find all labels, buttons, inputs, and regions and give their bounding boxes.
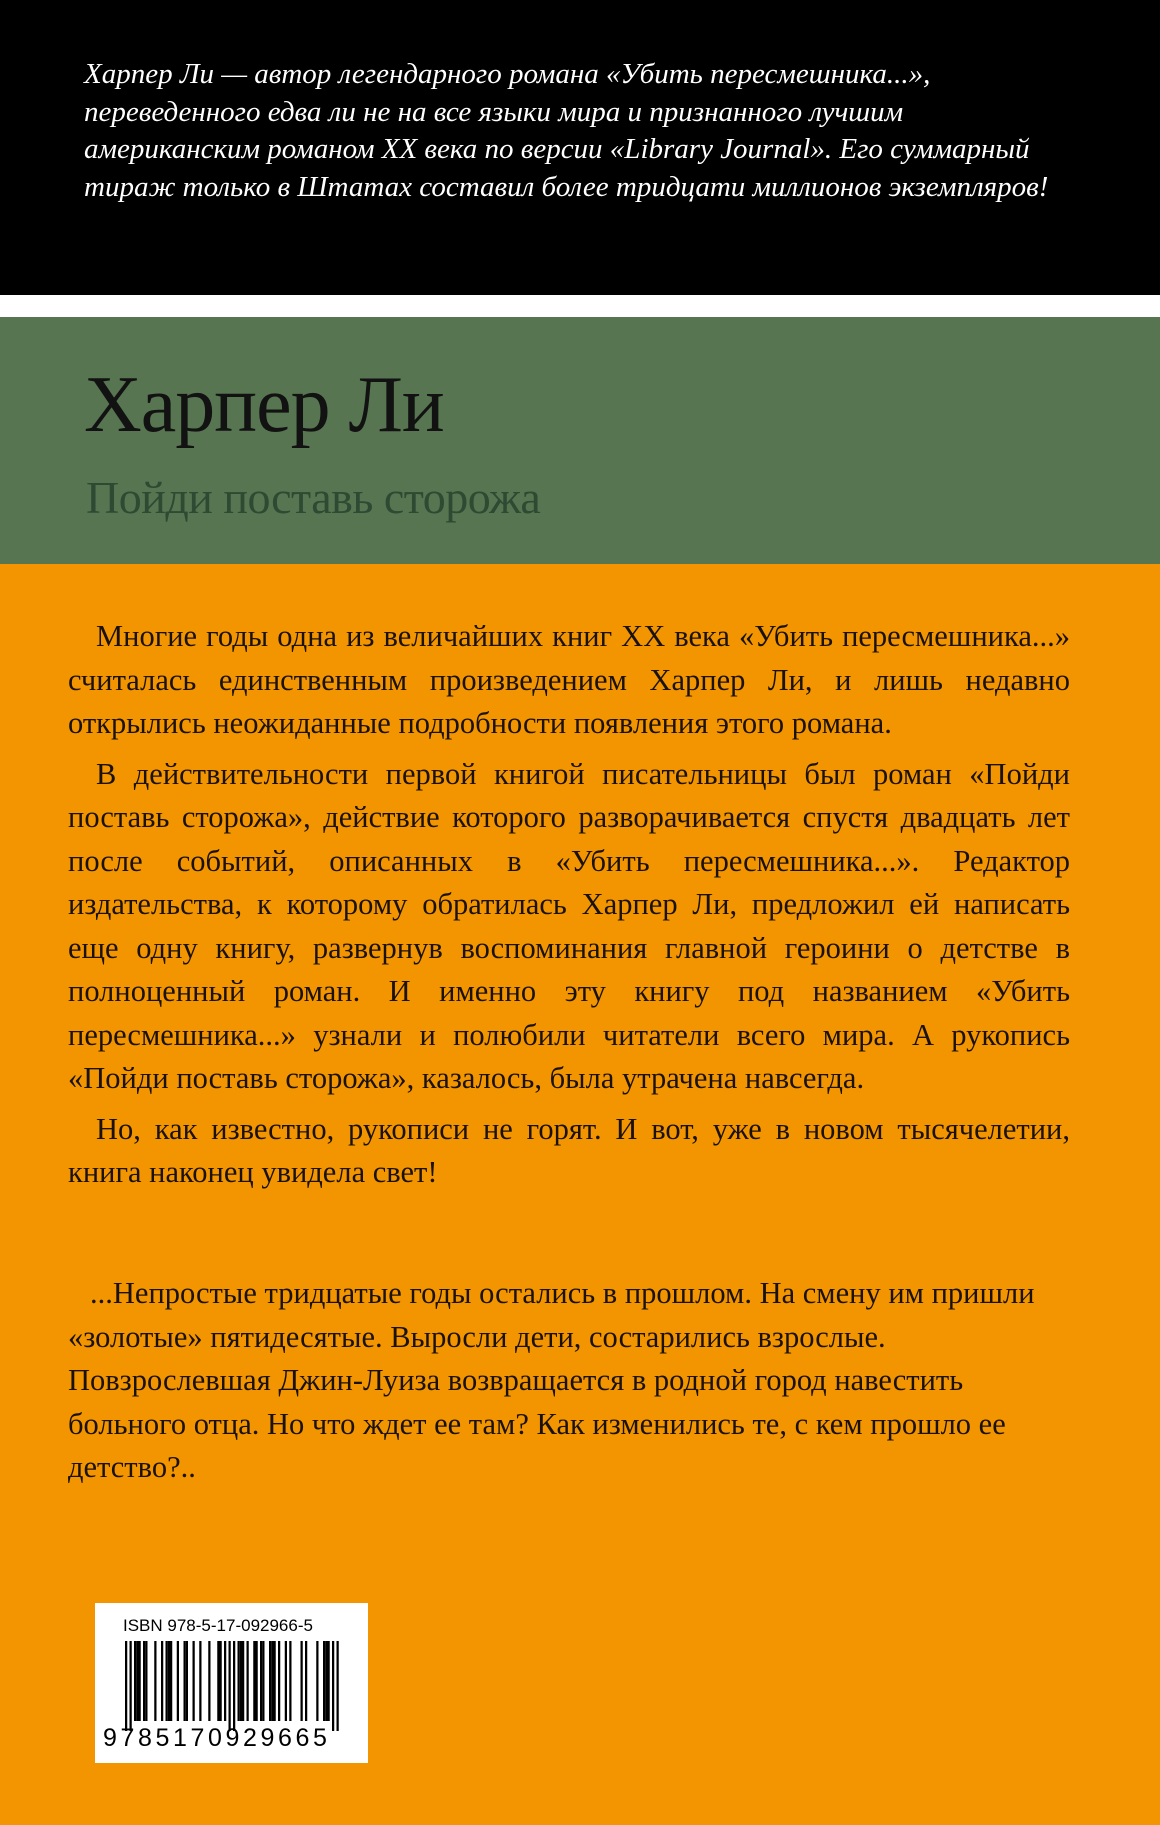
barcode-bar [217,1641,219,1721]
barcode-bar [143,1641,145,1721]
barcode-bar [208,1641,210,1721]
barcode-bar [325,1641,327,1721]
barcode-bar [145,1641,147,1721]
barcode-bar [125,1641,127,1731]
barcode-bar [177,1641,179,1721]
barcode-bar [316,1641,318,1721]
barcode-bar [274,1641,276,1721]
barcode-bar [328,1641,330,1721]
barcode-bar [253,1641,255,1721]
barcode-bar [220,1641,222,1721]
barcode-bar [224,1641,226,1721]
top-quote-band [0,0,1160,295]
barcode-bar [278,1641,280,1721]
barcode-bar [269,1641,271,1721]
barcode-bar [242,1641,244,1721]
barcode-bar [229,1641,231,1731]
barcode-bar [186,1641,188,1721]
isbn-barcode-box [95,1603,368,1763]
blurb-paragraph: В действительности первой книгой писательницы был роман «Пойди поставь сторожа», действие которого разворачивается спустя двадцать лет после событий, описанных в «Убить пересмешника...». Редактор издательства, к которому обратилась Харпер Ли, предложил ей написать еще одну книгу, развернув воспоминания главной героини о детстве в полноценный роман. И именно эту книгу под названием «Убить пересмешника...» узнали и полюбили читатели всего мира. А рукопись «Пойди поставь сторожа», казалось, была утрачена навсегда. [68,756,1070,1095]
barcode-bar [305,1641,307,1721]
book-title: Пойди поставь сторожа [86,472,541,523]
barcode-bar [154,1641,156,1721]
author-name: Харпер Ли [84,361,444,449]
barcode-bar [301,1641,303,1721]
teaser-text: ...Непростые тридцатые годы остались в прошлом. На смену им пришли «золотые» пятидесятые. Выросли дети, состарились взрослые. Повзрослевшая Джин-Луиза возвращается в родной город навестить больного отца. Но что ждет ее там? Как изменились те, с кем прошло ее детство?.. [68,1276,1035,1484]
barcode-bar [337,1641,339,1731]
blurb-text [68,615,1070,1202]
isbn-label: ISBN 978-5-17-092966-5 [123,1616,313,1635]
barcode-bar [323,1641,325,1721]
blurb-paragraph: Многие годы одна из величайших книг XX века «Убить пересмешника...» считалась единственным произведением Харпер Ли, и лишь недавно открылись неожиданные подробности появления этого романа. [68,619,1070,740]
author-intro-quote: Харпер Ли — автор легендарного романа «Убить пересмешника...», переведенного едва ли не на все языки мира и признанного лучшим американским романом XX века по версии «Library Journal». Его суммарный тираж только в Штатах составил более тридцати миллионов экземпляров! [84,58,1049,203]
barcode-bar [136,1641,138,1721]
barcode-bar [166,1641,168,1721]
barcode-digits: 9785170929665 [103,1724,331,1752]
blurb-paragraph: Но, как известно, рукописи не горят. И вот, уже в новом тысячелетии, книга наконец увидела свет! [68,1111,1070,1189]
barcode-bar [238,1641,240,1721]
barcode-bar [256,1641,258,1721]
barcode-bar [168,1641,170,1721]
barcode-bar [130,1641,132,1731]
barcode-bar [289,1641,291,1721]
barcode-bar [240,1641,242,1721]
barcode-bar [260,1641,262,1721]
barcode-bar [262,1641,264,1721]
barcode-bar [193,1641,195,1721]
barcode-bar [139,1641,141,1721]
barcode-bar [134,1641,136,1721]
barcode-bar [247,1641,249,1721]
barcode-bar [170,1641,172,1721]
barcode-bar [199,1641,201,1721]
barcode-bar [285,1641,287,1721]
barcode-bar [161,1641,163,1721]
barcode-bar [332,1641,334,1731]
band-divider [0,295,1160,317]
barcode-bar [271,1641,273,1721]
barcode-bar [233,1641,235,1731]
barcode-bar [184,1641,186,1721]
